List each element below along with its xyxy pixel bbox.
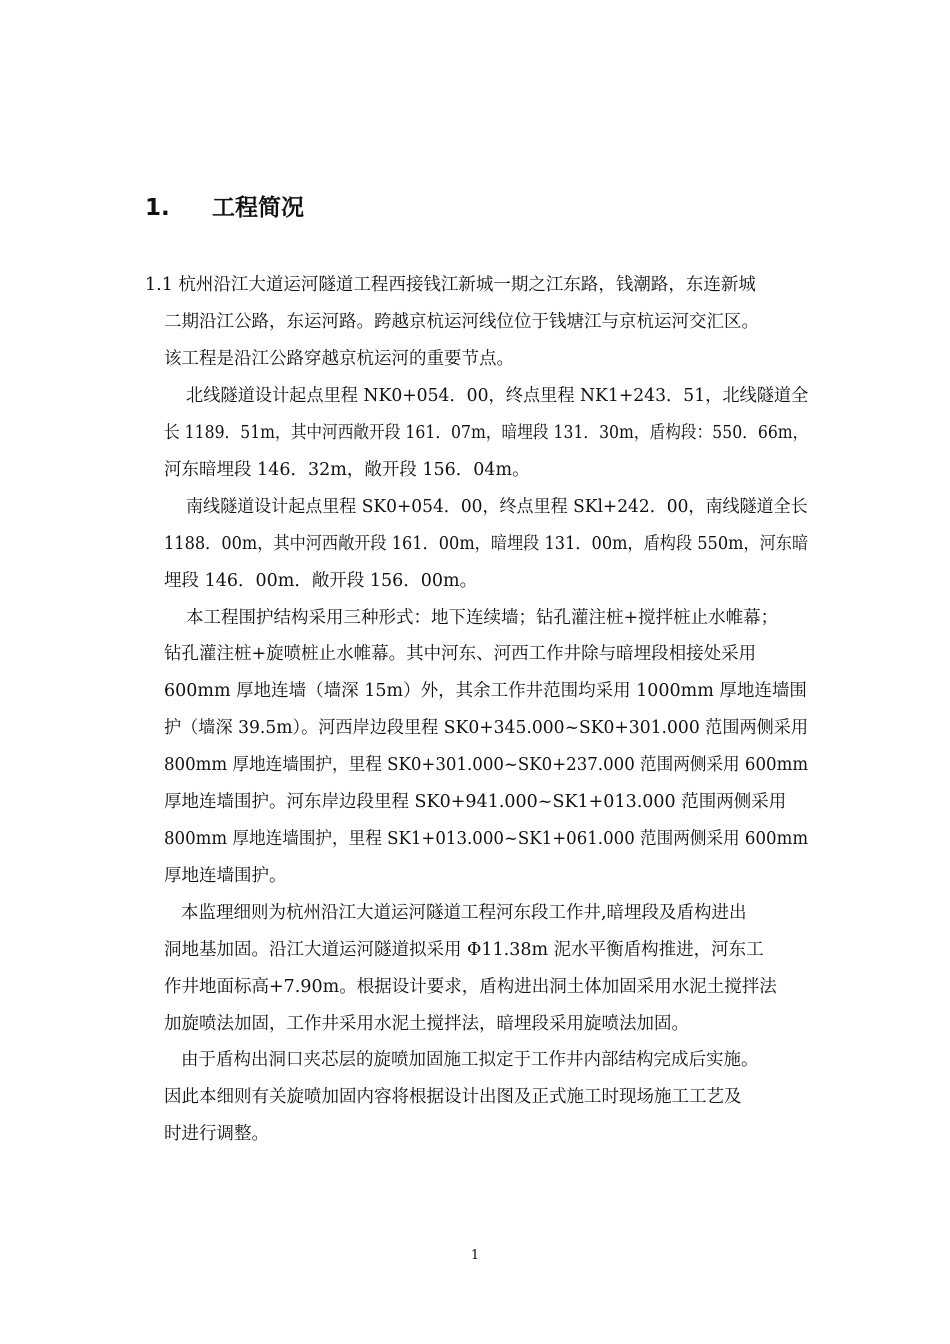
paragraph-line: 时进行调整。 xyxy=(164,1124,269,1144)
section-number: 1. xyxy=(145,195,170,221)
paragraph-line: 800mm 厚地连墙围护，里程 SK1+013.000~SK1+061.000 范围两侧采用 600mm xyxy=(164,829,809,849)
paragraph-line: 南线隧道设计起点里程 SK0+054．00，终点里程 SKl+242．00，南线隧道全长 xyxy=(186,497,808,517)
paragraph-line: 钻孔灌注桩+旋喷桩止水帷幕。其中河东、河西工作井除与暗埋段相接处采用 xyxy=(164,644,757,664)
paragraph-line: 本监理细则为杭州沿江大道运河隧道工程河东段工作井,暗埋段及盾构进出 xyxy=(181,903,747,923)
paragraph-line: 由于盾构出洞口夹芯层的旋喷加固施工拟定于工作井内部结构完成后实施。 xyxy=(181,1050,759,1070)
paragraph-line: 河东暗埋段 146．32m，敞开段 156．04m。 xyxy=(164,460,530,480)
paragraph-line: 作井地面标高+7.90m。根据设计要求，盾构进出洞土体加固采用水泥土搅拌法 xyxy=(164,977,777,997)
paragraph-line: 该工程是沿江公路穿越京杭运河的重要节点。 xyxy=(164,349,514,369)
section-title: 工程简况 xyxy=(212,195,304,221)
paragraph-line: 长 1189．51m，其中河西敞开段 161．07m，暗埋段 131．30m，盾构段：550．66m， xyxy=(164,423,809,443)
page-number: 1 xyxy=(470,1248,480,1263)
paragraph-line: 护（墙深 39.5m）。河西岸边段里程 SK0+345.000~SK0+301.000 范围两侧采用 xyxy=(164,718,809,738)
section-heading xyxy=(145,191,304,225)
paragraph-line: 1188．00m，其中河西敞开段 161．00m，暗埋段 131．00m，盾构段 550m，河东暗 xyxy=(164,534,809,554)
paragraph-line: 因此本细则有关旋喷加固内容将根据设计出图及正式施工时现场施工工艺及 xyxy=(164,1087,742,1107)
paragraph-line: 厚地连墙围护。河东岸边段里程 SK0+941.000~SK1+013.000 范围两侧采用 xyxy=(164,792,787,812)
paragraph-line: 洞地基加固。沿江大道运河隧道拟采用 Φ11.38m 泥水平衡盾构推进，河东工 xyxy=(164,940,764,960)
paragraph-line: 800mm 厚地连墙围护，里程 SK0+301.000~SK0+237.000 范围两侧采用 600mm xyxy=(164,755,809,775)
paragraph-line: 600mm 厚地连墙（墙深 15m）外，其余工作井范围均采用 1000mm 厚地连墙围 xyxy=(164,681,807,701)
paragraph-line: 二期沿江公路，东运河路。跨越京杭运河线位位于钱塘江与京杭运河交汇区。 xyxy=(164,312,759,332)
paragraph-line: 加旋喷法加固，工作井采用水泥土搅拌法，暗埋段采用旋喷法加固。 xyxy=(164,1014,689,1034)
paragraph-line: 厚地连墙围护。 xyxy=(164,866,287,886)
paragraph-line: 1.1 杭州沿江大道运河隧道工程西接钱江新城一期之江东路，钱潮路，东连新城 xyxy=(145,275,756,295)
paragraph-line: 本工程围护结构采用三种形式：地下连续墙；钻孔灌注桩+搅拌桩止水帷幕； xyxy=(186,608,779,628)
paragraph-line: 埋段 146．00m．敞开段 156．00m。 xyxy=(164,571,478,591)
paragraph-line: 北线隧道设计起点里程 NK0+054．00，终点里程 NK1+243．51，北线隧道全 xyxy=(186,386,809,406)
